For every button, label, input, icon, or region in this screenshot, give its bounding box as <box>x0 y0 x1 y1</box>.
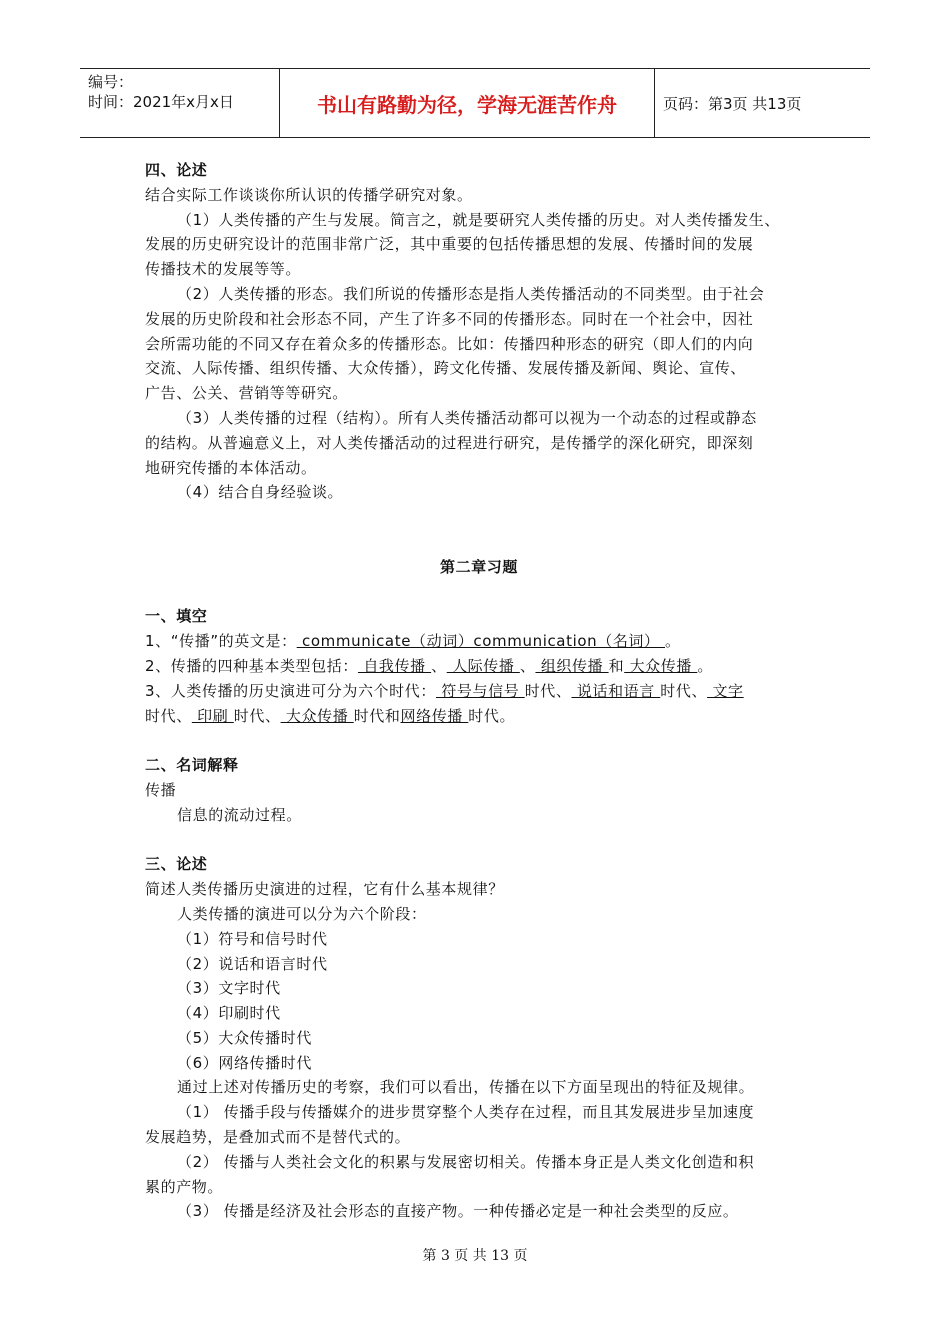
fill-answer: 文字 <box>707 681 744 700</box>
paragraph-line: （2）人类传播的形态。我们所说的传播形态是指人类传播活动的不同类型。由于社会 <box>177 284 765 303</box>
paragraph-line: 的结构。从普遍意义上，对人类传播活动的过程进行研究，是传播学的深化研究，即深刻 <box>145 433 754 452</box>
fill-answer: 大众传播 <box>624 656 698 675</box>
fill-answer: communicate（动词）communication（名词） <box>296 632 666 651</box>
list-item: （2）说话和语言时代 <box>177 954 328 973</box>
motto: 书山有路勤为径，学海无涯苦作舟 <box>280 69 655 137</box>
paragraph-line: 累的产物。 <box>145 1177 224 1196</box>
fill-answer: 符号与信号 <box>435 681 525 700</box>
paragraph-line: （2） 传播与人类社会文化的积累与发展密切相关。传播本身正是人类文化创造和积 <box>177 1152 755 1171</box>
section-heading: 四、论述 <box>145 161 208 179</box>
paragraph-line: （4）结合自身经验谈。 <box>177 483 344 502</box>
question: 简述人类传播历史演进的过程，它有什么基本规律？ <box>145 880 504 899</box>
section-heading: 一、填空 <box>145 607 208 626</box>
paragraph-line: （1） 传播手段与传播媒介的进步贯穿整个人类存在过程，而且其发展进步呈加速度 <box>177 1103 755 1122</box>
paragraph-line: 地研究传播的本体活动。 <box>145 458 317 477</box>
list-item: （3）文字时代 <box>177 979 281 998</box>
number-label: 编号： <box>88 73 134 91</box>
document-header <box>80 68 870 138</box>
list-item: （4）印刷时代 <box>177 1004 281 1023</box>
paragraph-line: 会所需功能的不同又存在着众多的传播形态。比如：传播四种形态的研究（即人们的内向 <box>145 334 754 353</box>
paragraph-line: 交流、人际传播、组织传播、大众传播），跨文化传播、发展传播及新闻、舆论、宣传、 <box>145 359 746 378</box>
page-footer: 第 3 页 共 13 页 <box>422 1248 528 1264</box>
fill-item-3: 3、人类传播的历史演进可分为六个时代： 符号与信号 时代、 说话和语言 时代、 文字 <box>145 681 744 700</box>
paragraph-line: 发展的历史研究设计的范围非常广泛，其中重要的包括传播思想的发展、传播时间的发展 <box>145 235 754 254</box>
fill-item-3-cont: 时代、 印刷 时代、 大众传播 时代和网络传播 时代。 <box>145 706 516 725</box>
fill-answer: 人际传播 <box>446 656 520 675</box>
page-info: 页码：第3页 共13页 <box>663 94 802 113</box>
fill-item-2: 2、传播的四种基本类型包括： 自我传播 、 人际传播 、 组织传播 和 大众传播 。 <box>145 656 713 675</box>
list-item: （6）网络传播时代 <box>177 1053 312 1072</box>
header-meta <box>80 69 280 137</box>
paragraph-line: 广告、公关、营销等等研究。 <box>145 384 348 403</box>
chapter-title: 第二章习题 <box>439 557 518 576</box>
paragraph-line: 人类传播的演进可以分为六个阶段： <box>177 904 427 923</box>
paragraph-line: 通过上述对传播历史的考察，我们可以看出，传播在以下方面呈现出的特征及规律。 <box>177 1078 755 1097</box>
fill-answer: 组织传播 <box>535 656 609 675</box>
fill-answer: 网络传播 <box>400 706 469 725</box>
fill-answer: 印刷 <box>191 706 234 725</box>
paragraph-line: （3）人类传播的过程（结构）。所有人类传播活动都可以视为一个动态的过程或静态 <box>177 408 757 427</box>
time-label: 时间：2021年x月x日 <box>88 93 234 111</box>
fill-item-1: 1、“传播”的英文是： communicate（动词）communication（名词） 。 <box>145 632 681 651</box>
list-item: （5）大众传播时代 <box>177 1028 312 1047</box>
document-body <box>145 158 813 1224</box>
fill-answer: 说话和语言 <box>571 681 661 700</box>
term: 传播 <box>145 780 177 799</box>
section-heading: 三、论述 <box>145 855 208 874</box>
question: 结合实际工作谈谈你所认识的传播学研究对象。 <box>145 185 473 204</box>
paragraph-line: 发展趋势，是叠加式而不是替代式的。 <box>145 1128 411 1147</box>
paragraph-line: 传播技术的发展等等。 <box>145 260 302 279</box>
definition: 信息的流动过程。 <box>177 805 302 824</box>
paragraph-line: 发展的历史阶段和社会形态不同，产生了许多不同的传播形态。同时在一个社会中，因社 <box>145 309 754 328</box>
fill-answer: 自我传播 <box>357 656 432 675</box>
list-item: （1）符号和信号时代 <box>177 929 328 948</box>
paragraph-line: （3） 传播是经济及社会形态的直接产物。一种传播必定是一种社会类型的反应。 <box>177 1202 739 1221</box>
fill-answer: 大众传播 <box>280 706 354 725</box>
paragraph-line: （1）人类传播的产生与发展。简言之，就是要研究人类传播的历史。对人类传播发生、 <box>177 210 780 229</box>
section-heading: 二、名词解释 <box>145 756 239 775</box>
